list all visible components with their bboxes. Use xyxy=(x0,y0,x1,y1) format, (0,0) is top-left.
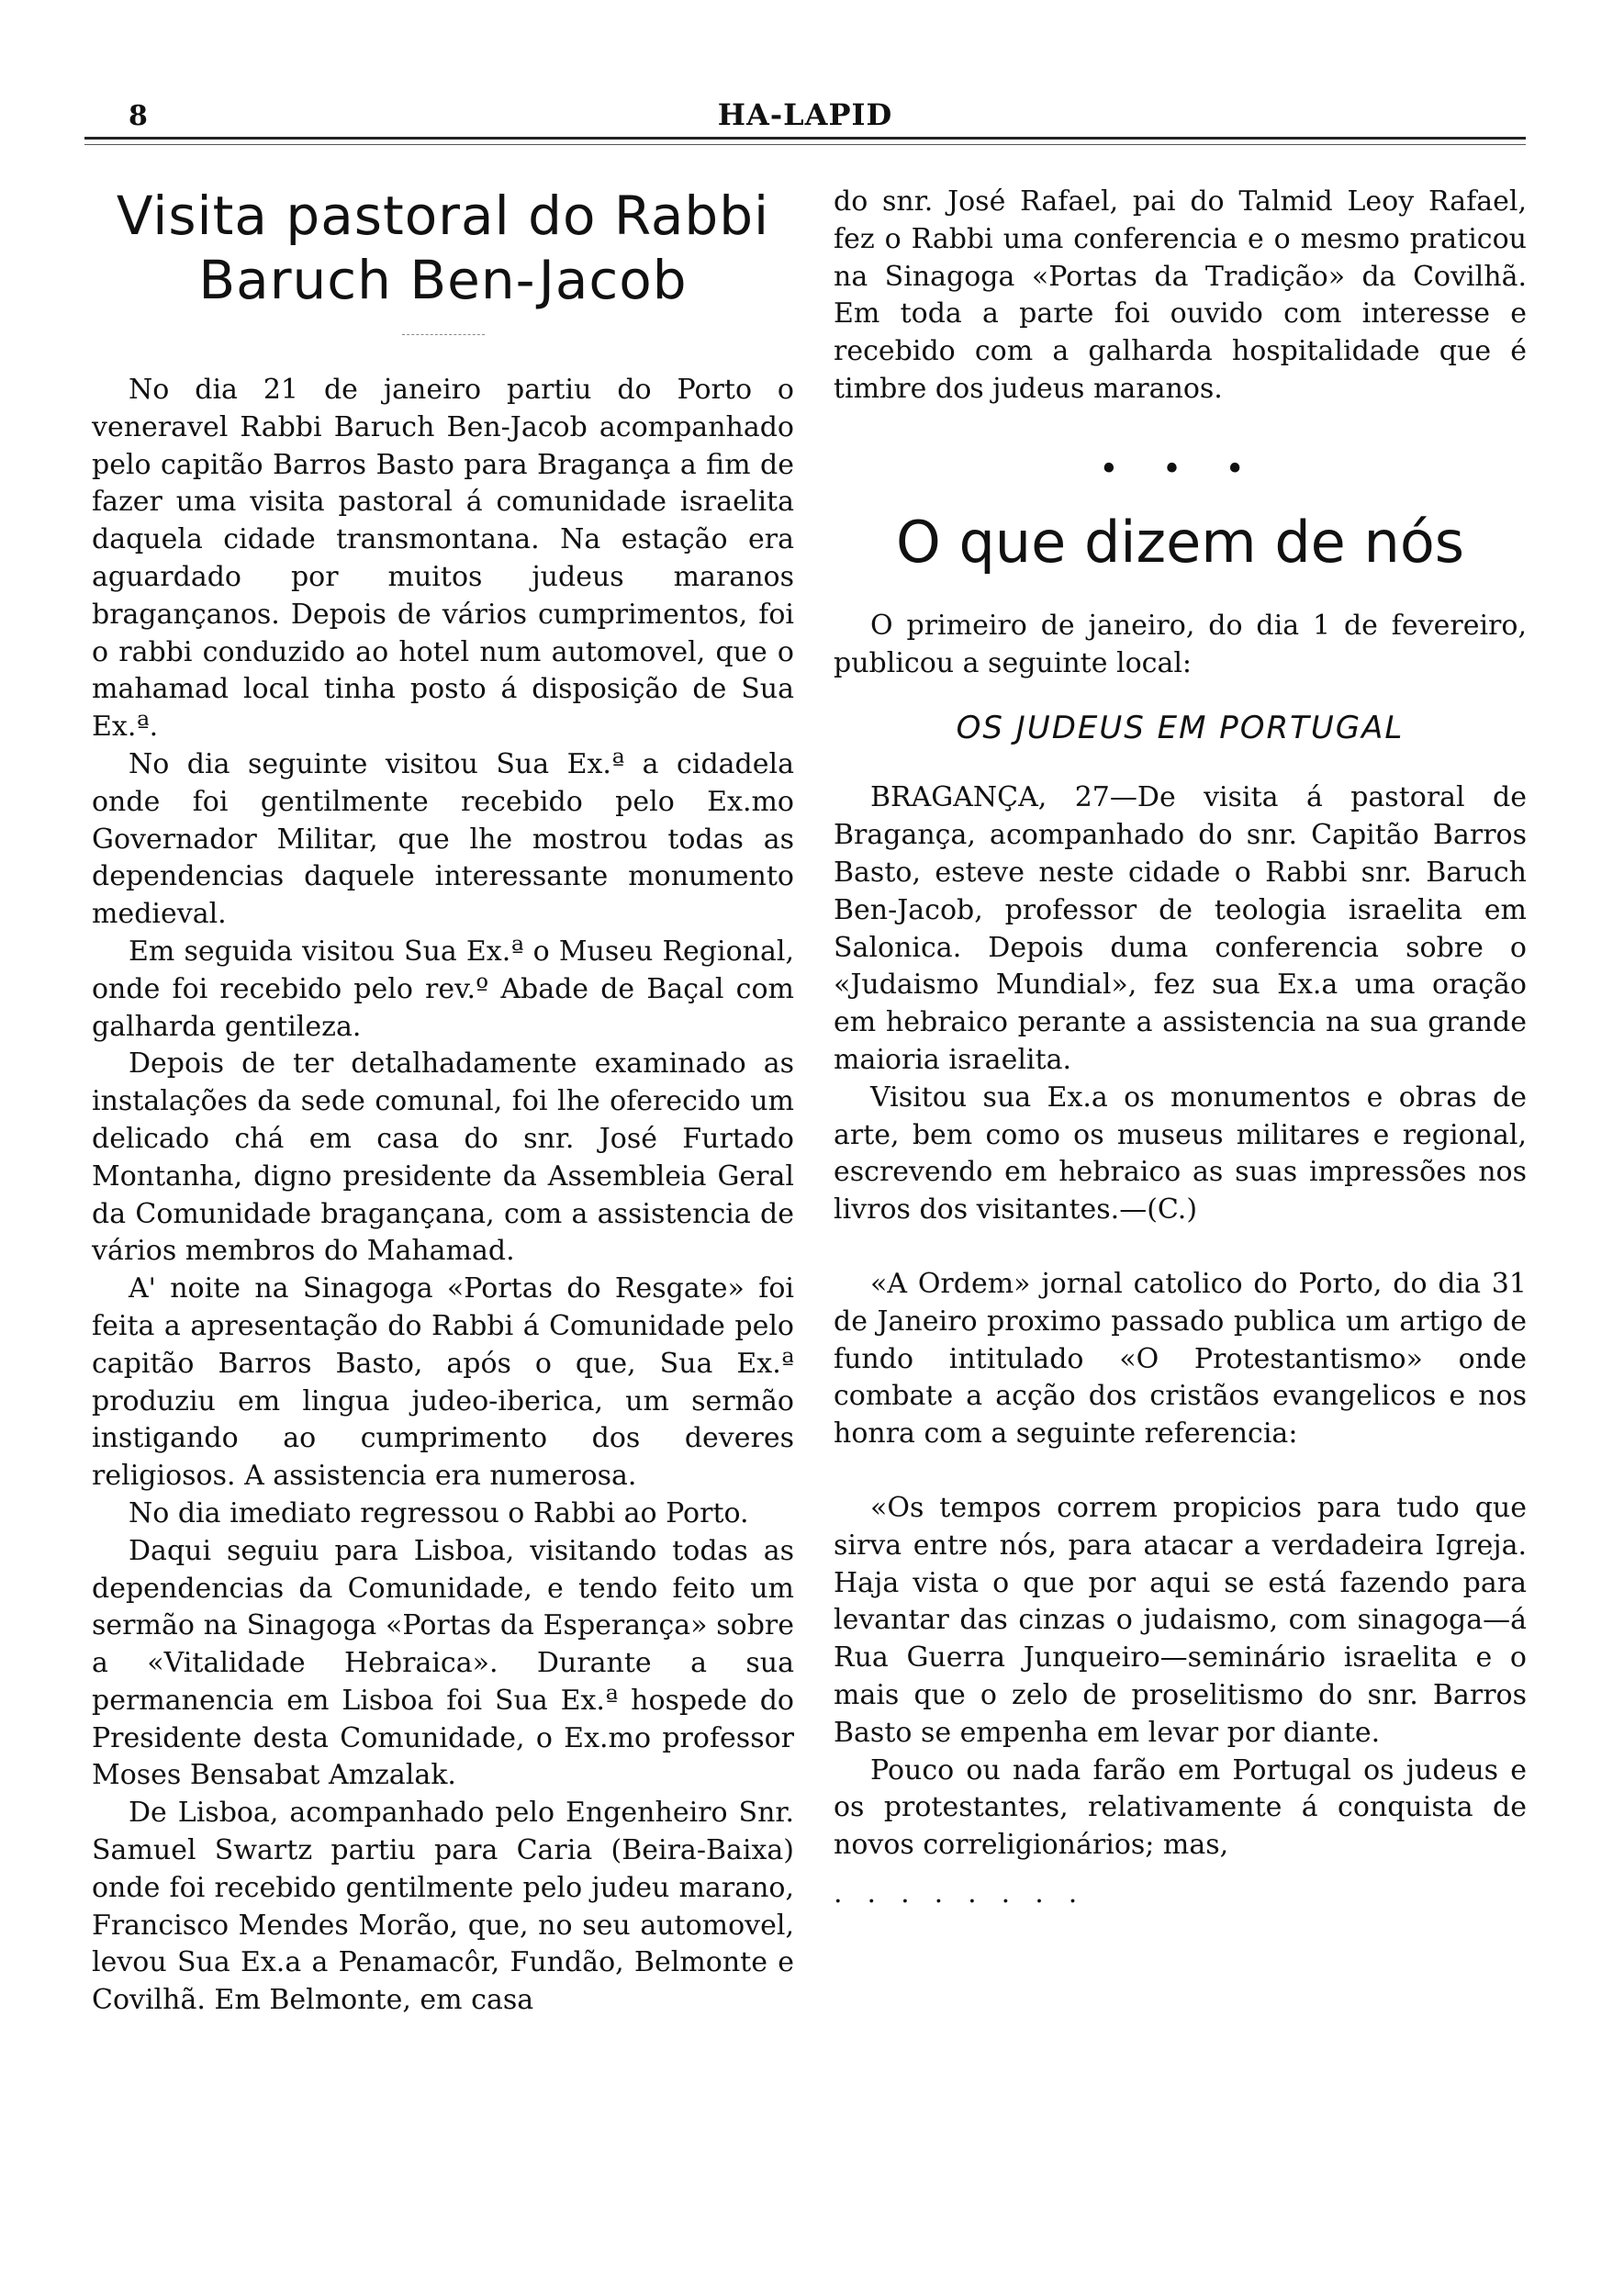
page-number: 8 xyxy=(129,100,148,132)
left-column xyxy=(92,184,794,2020)
quoted-paragraph: Visitou sua Ex.a os monumentos e obras de arte, bem como os museus militares e regional, escrevendo em hebraico as suas impressões nos livros dos visitantes.—(C.) xyxy=(834,1081,1527,1227)
article-title-line-2: Baruch Ben-Jacob xyxy=(198,249,688,311)
article-paragraph: A' noite na Sinagoga «Portas do Resgate» foi feita a apresentação do Rabbi á Comunidade pelo capitão Barros Basto, após o que, Sua Ex.ª produziu em lingua judeo-iberica, um sermão instigando ao cumprimento dos deveres religiosos. A assistencia era numerosa. xyxy=(92,1272,794,1493)
article-paragraph: No dia 21 de janeiro partiu do Porto o veneravel Rabbi Baruch Ben-Jacob acompanhado pelo capitão Barros Basto para Bragança a fim de fazer uma visita pastoral á comunidade israelita daquela cidade transmontana. Na estação era aguardado por muitos judeus maranos bragançanos. Depois de vários cumprimentos, foi o rabbi conduzido ao hotel num automovel, que o mahamad local tinha posto á disposição de Sua Ex.ª. xyxy=(92,374,794,744)
quoted-subheading: OS JUDEUS EM PORTUGAL xyxy=(956,710,1405,747)
article-title xyxy=(92,184,794,312)
quoted-paragraph: «Os tempos correm propicios para tudo que sirva entre nós, para atacar a verdadeira Igreja. Haja vista o que por aqui se está fazendo para levantar das cinzas o judaismo, com sinagoga—á Rua Guerra Junqueiro—seminário israelita e o mais que o zelo de proselitismo do snr. Barros Basto se empenha em levar por diante. xyxy=(834,1491,1527,1749)
article-paragraph: De Lisboa, acompanhado pelo Engenheiro Snr. Samuel Swartz partiu para Caria (Beira-Baixa) onde foi recebido gentilmente pelo judeu marano, Francisco Mendes Morão, que, no seu automovel, levou Sua Ex.a a Penamacôr, Fundão, Belmonte e Covilhã. Em Belmonte, em casa xyxy=(92,1797,794,2017)
article-paragraph: Depois de ter detalhadamente examinado as instalações da sede comunal, foi lhe oferecido um delicado chá em casa do snr. José Furtado Montanha, digno presidente da Assembleia Geral da Comunidade bragançana, com a assistencia de vários membros do Mahamad. xyxy=(92,1047,794,1268)
section-separator: • • • xyxy=(1099,450,1261,488)
article-paragraph: Em seguida visitou Sua Ex.ª o Museu Regional, onde foi recebido pelo rev.º Abade de Baçal com galharda gentileza. xyxy=(92,935,794,1043)
article-paragraph: No dia seguinte visitou Sua Ex.ª a cidadela onde foi gentilmente recebido pelo Ex.mo Governador Militar, que lhe mostrou todas as dependencias daquele interessante monumento medieval. xyxy=(92,747,794,931)
page-header xyxy=(84,88,1526,140)
quoted-paragraph: Pouco ou nada farão em Portugal os judeus e os protestantes, relativamente á conquista de novos correligionários; mas, xyxy=(834,1753,1527,1862)
section-intro: O primeiro de janeiro, do dia 1 de fevereiro, publicou a seguinte local: xyxy=(834,609,1527,679)
article-paragraph: Daqui seguiu para Lisboa, visitando todas as dependencias da Comunidade, e tendo feito um sermão na Sinagoga «Portas da Esperança» sobre a «Vitalidade Hebraica». Durante a sua permanencia em Lisboa foi Sua Ex.ª hospede do Presidente desta Comunidade, o Ex.mo professor Moses Bensabat Amzalak. xyxy=(92,1534,794,1792)
ellipsis-dots: ........ xyxy=(834,1876,1103,1910)
article-paragraph: «A Ordem» jornal catolico do Porto, do dia 31 de Janeiro proximo passado publica um artigo de fundo intitulado «O Protestantismo» onde combate a acção dos cristãos evangelicos e nos honra com a seguinte referencia: xyxy=(834,1267,1527,1451)
header-rule-thin xyxy=(84,144,1526,145)
running-title: HA-LAPID xyxy=(717,97,893,132)
title-divider xyxy=(402,334,485,335)
article-title-line-1: Visita pastoral do Rabbi xyxy=(116,185,770,247)
section-title: O que dizem de nós xyxy=(895,508,1465,576)
article-paragraph: No dia imediato regressou o Rabbi ao Porto. xyxy=(129,1496,749,1529)
article-continuation: do snr. José Rafael, pai do Talmid Leoy Rafael, fez o Rabbi uma conferencia e o mesmo praticou na Sinagoga «Portas da Tradição» da Covilhã. Em toda a parte foi ouvido com interesse e recebido com a galharda hospitalidade que é timbre dos judeus maranos. xyxy=(834,185,1527,405)
quoted-paragraph: BRAGANÇA, 27—De visita á pastoral de Bragança, acompanhado do snr. Capitão Barros Basto, esteve neste cidade o Rabbi snr. Baruch Ben-Jacob, professor de teologia israelita em Salonica. Depois duma conferencia sobre o «Judaismo Mundial», fez sua Ex.a uma oração em hebraico perante a assistencia na sua grande maioria israelita. xyxy=(834,781,1527,1076)
header-rule xyxy=(84,137,1526,140)
right-column xyxy=(834,184,1527,1910)
